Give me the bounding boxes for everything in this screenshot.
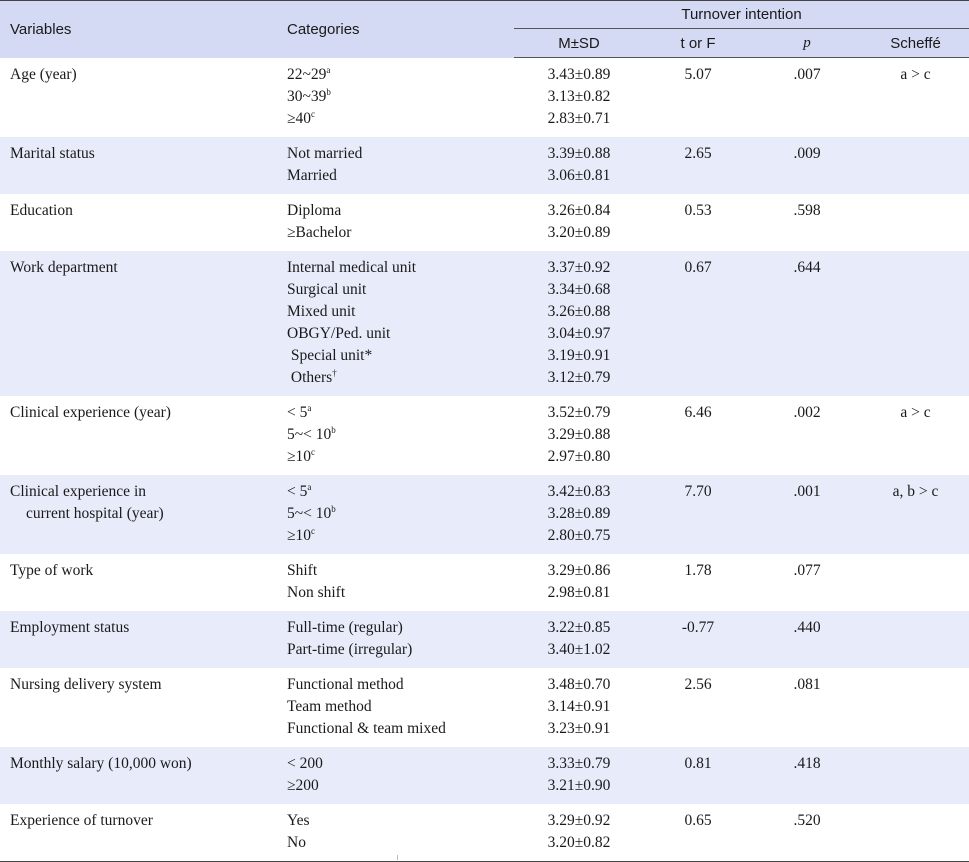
category-cell bbox=[276, 747, 514, 804]
t-or-f-cell: 0.65 bbox=[644, 804, 752, 862]
category-item bbox=[287, 323, 514, 345]
variable-label: current hospital (year) bbox=[26, 505, 164, 522]
category-label: Internal medical unit bbox=[287, 259, 417, 276]
scheffe-cell bbox=[862, 611, 969, 668]
header-turnover-intention: Turnover intention bbox=[514, 1, 969, 29]
header-p-label: p bbox=[803, 35, 811, 51]
category-cell bbox=[276, 137, 514, 194]
p-value-cell: .002 bbox=[793, 404, 821, 421]
p-value-cell: .440 bbox=[752, 611, 862, 668]
category-superscript: c bbox=[311, 526, 316, 536]
category-label: 5~< 10 bbox=[287, 505, 332, 522]
category-label: 22~29 bbox=[287, 65, 327, 83]
scheffe-cell: a > c bbox=[900, 66, 931, 83]
table-row bbox=[0, 58, 969, 138]
mean-sd-value: 3.43±0.89 bbox=[547, 66, 611, 83]
p-value-cell: .598 bbox=[793, 202, 821, 219]
variable-cell bbox=[0, 668, 276, 747]
mean-sd-cell bbox=[514, 554, 644, 611]
category-label: Yes bbox=[287, 812, 310, 829]
scheffe-cell bbox=[862, 747, 969, 804]
category-label: Non shift bbox=[287, 584, 346, 601]
category-label: < 200 bbox=[287, 755, 323, 772]
mean-sd-cell bbox=[514, 194, 644, 251]
scheffe-cell bbox=[862, 554, 969, 611]
category-label: Not married bbox=[287, 145, 363, 162]
category-item bbox=[287, 718, 514, 740]
category-item bbox=[287, 775, 514, 797]
mean-sd-value: 3.37±0.92 bbox=[547, 259, 611, 276]
category-label: < 5 bbox=[287, 404, 308, 421]
category-cell bbox=[276, 668, 514, 747]
category-item bbox=[287, 446, 514, 468]
t-or-f-cell: 0.53 bbox=[684, 202, 712, 219]
mean-sd-value: 3.14±0.91 bbox=[547, 698, 611, 715]
category-item bbox=[287, 200, 514, 222]
category-label: No bbox=[287, 834, 306, 851]
table-row bbox=[0, 747, 969, 804]
mean-sd-value: 3.26±0.84 bbox=[547, 202, 611, 219]
category-label: ≥40 bbox=[287, 109, 312, 127]
category-label: 30~39 bbox=[287, 87, 327, 105]
category-item bbox=[287, 696, 514, 718]
table-row bbox=[0, 137, 969, 194]
mean-sd-value: 2.97±0.80 bbox=[547, 448, 611, 465]
mean-sd-value: 3.39±0.88 bbox=[547, 145, 611, 162]
category-superscript: b bbox=[331, 504, 336, 514]
variable-cell bbox=[0, 251, 276, 396]
category-superscript: c bbox=[311, 447, 316, 457]
variable-cell bbox=[0, 475, 276, 554]
category-label: Mixed unit bbox=[287, 303, 356, 320]
variable-cell bbox=[0, 58, 276, 138]
category-label: Others bbox=[287, 369, 333, 386]
mean-sd-value: 3.20±0.89 bbox=[547, 224, 611, 241]
variable-label: Type of work bbox=[10, 562, 94, 579]
category-label: < 5 bbox=[287, 483, 308, 500]
category-cell bbox=[276, 251, 514, 396]
header-t-or-f: t or F bbox=[644, 29, 752, 58]
mean-sd-value: 3.29±0.86 bbox=[547, 562, 611, 579]
category-item bbox=[287, 560, 514, 582]
p-value-cell: .077 bbox=[793, 562, 821, 579]
t-or-f-cell: 6.46 bbox=[684, 404, 712, 421]
mean-sd-value: 3.26±0.88 bbox=[547, 303, 611, 320]
variable-label: Marital status bbox=[10, 145, 95, 162]
category-item bbox=[287, 301, 514, 323]
scheffe-cell bbox=[862, 251, 969, 396]
category-cell bbox=[276, 804, 514, 862]
table-row bbox=[0, 396, 969, 475]
header-variables: Variables bbox=[0, 1, 276, 58]
category-label: ≥Bachelor bbox=[287, 224, 352, 241]
variable-label: Nursing delivery system bbox=[10, 676, 162, 693]
category-item bbox=[287, 279, 514, 301]
category-label: ≥10 bbox=[287, 527, 312, 544]
category-item bbox=[287, 424, 514, 446]
variable-label: Age (year) bbox=[10, 65, 77, 83]
t-or-f-cell: 0.81 bbox=[644, 747, 752, 804]
category-label: Diploma bbox=[287, 202, 342, 219]
t-or-f-cell: 0.67 bbox=[644, 251, 752, 396]
category-item bbox=[287, 674, 514, 696]
mean-sd-value: 2.83±0.71 bbox=[547, 110, 611, 127]
mean-sd-value: 3.29±0.92 bbox=[547, 812, 611, 829]
variable-label: Clinical experience in bbox=[10, 483, 146, 500]
category-label: OBGY/Ped. unit bbox=[287, 325, 391, 342]
variable-label: Work department bbox=[10, 259, 118, 276]
category-cell bbox=[276, 396, 514, 475]
variable-label: Monthly salary (10,000 won) bbox=[10, 755, 192, 772]
category-label: Functional method bbox=[287, 676, 404, 693]
category-item bbox=[287, 617, 514, 639]
category-cell bbox=[276, 58, 514, 138]
mean-sd-value: 3.13±0.82 bbox=[547, 88, 611, 105]
category-item bbox=[287, 345, 514, 367]
category-superscript: a bbox=[326, 64, 331, 75]
category-label: Full-time (regular) bbox=[287, 619, 403, 636]
table-header bbox=[0, 1, 969, 58]
mean-sd-value: 3.06±0.81 bbox=[547, 167, 611, 184]
category-label: Team method bbox=[287, 698, 372, 715]
category-superscript: a bbox=[307, 482, 312, 492]
scheffe-cell bbox=[862, 668, 969, 747]
category-item bbox=[287, 86, 514, 108]
header-categories: Categories bbox=[276, 1, 514, 58]
category-label: Surgical unit bbox=[287, 281, 367, 298]
variable-cell bbox=[0, 747, 276, 804]
header-p-value bbox=[752, 29, 862, 58]
category-item bbox=[287, 64, 514, 86]
mean-sd-cell bbox=[514, 611, 644, 668]
category-superscript: † bbox=[332, 368, 337, 378]
category-item bbox=[287, 222, 514, 244]
mean-sd-cell bbox=[514, 396, 644, 475]
p-value-cell: .644 bbox=[752, 251, 862, 396]
category-item bbox=[287, 108, 514, 130]
category-label: ≥200 bbox=[287, 777, 319, 794]
category-superscript: c bbox=[311, 108, 316, 119]
t-or-f-cell: -0.77 bbox=[644, 611, 752, 668]
scheffe-cell: a > c bbox=[900, 404, 931, 421]
mean-sd-value: 3.40±1.02 bbox=[547, 641, 611, 658]
mean-sd-value: 3.12±0.79 bbox=[547, 369, 611, 386]
category-label: Married bbox=[287, 167, 337, 184]
category-item bbox=[287, 753, 514, 775]
scheffe-cell bbox=[862, 194, 969, 251]
variable-cell bbox=[0, 611, 276, 668]
mean-sd-value: 3.52±0.79 bbox=[547, 404, 611, 421]
category-superscript: b bbox=[326, 86, 331, 97]
category-cell bbox=[276, 611, 514, 668]
t-or-f-cell: 5.07 bbox=[684, 66, 712, 83]
variable-cell bbox=[0, 804, 276, 862]
t-or-f-cell: 2.56 bbox=[684, 676, 712, 693]
category-item bbox=[287, 165, 514, 187]
mean-sd-value: 3.33±0.79 bbox=[547, 755, 611, 772]
mean-sd-value: 3.04±0.97 bbox=[547, 325, 611, 342]
mean-sd-cell bbox=[514, 251, 644, 396]
category-cell bbox=[276, 475, 514, 554]
variable-cell bbox=[0, 554, 276, 611]
category-item bbox=[287, 525, 514, 547]
t-or-f-cell: 2.65 bbox=[644, 137, 752, 194]
header-scheffe: Scheffé bbox=[862, 29, 969, 58]
footnote-marker bbox=[397, 855, 398, 860]
table-row bbox=[0, 611, 969, 668]
category-label: Shift bbox=[287, 562, 318, 579]
p-value-cell: .418 bbox=[752, 747, 862, 804]
mean-sd-value: 2.80±0.75 bbox=[547, 527, 611, 544]
table-row bbox=[0, 251, 969, 396]
category-label: ≥10 bbox=[287, 448, 312, 465]
category-cell bbox=[276, 194, 514, 251]
mean-sd-value: 3.48±0.70 bbox=[547, 676, 611, 693]
header-msd: M±SD bbox=[514, 29, 644, 58]
category-label: Part-time (irregular) bbox=[287, 641, 413, 658]
category-label: Special unit* bbox=[287, 347, 373, 364]
mean-sd-value: 2.98±0.81 bbox=[547, 584, 611, 601]
mean-sd-cell bbox=[514, 475, 644, 554]
category-item bbox=[287, 481, 514, 503]
mean-sd-value: 3.29±0.88 bbox=[547, 426, 611, 443]
mean-sd-cell bbox=[514, 58, 644, 138]
category-item bbox=[287, 402, 514, 424]
p-value-cell: .081 bbox=[793, 676, 821, 693]
category-superscript: a bbox=[307, 403, 312, 413]
category-label: 5~< 10 bbox=[287, 426, 332, 443]
table-row bbox=[0, 194, 969, 251]
category-superscript: b bbox=[331, 425, 336, 435]
variable-cell bbox=[0, 137, 276, 194]
mean-sd-value: 3.20±0.82 bbox=[547, 834, 611, 851]
t-or-f-cell: 1.78 bbox=[684, 562, 712, 579]
mean-sd-value: 3.34±0.68 bbox=[547, 281, 611, 298]
variable-cell bbox=[0, 396, 276, 475]
table-row bbox=[0, 668, 969, 747]
mean-sd-value: 3.19±0.91 bbox=[547, 347, 611, 364]
t-or-f-cell: 7.70 bbox=[644, 475, 752, 554]
mean-sd-value: 3.21±0.90 bbox=[547, 777, 611, 794]
variable-label: Education bbox=[10, 202, 73, 219]
category-item bbox=[287, 503, 514, 525]
mean-sd-cell bbox=[514, 747, 644, 804]
category-item bbox=[287, 582, 514, 604]
scheffe-cell: a, b > c bbox=[862, 475, 969, 554]
table-row bbox=[0, 475, 969, 554]
mean-sd-value: 3.23±0.91 bbox=[547, 720, 611, 737]
mean-sd-value: 3.42±0.83 bbox=[547, 483, 611, 500]
category-item bbox=[287, 832, 514, 854]
scheffe-cell bbox=[862, 804, 969, 862]
variable-cell bbox=[0, 194, 276, 251]
mean-sd-cell bbox=[514, 137, 644, 194]
category-label: Functional & team mixed bbox=[287, 720, 446, 737]
mean-sd-value: 3.28±0.89 bbox=[547, 505, 611, 522]
p-value-cell: .007 bbox=[793, 66, 821, 83]
variable-label: Employment status bbox=[10, 619, 130, 636]
p-value-cell: .520 bbox=[752, 804, 862, 862]
variable-label: Clinical experience (year) bbox=[10, 404, 171, 421]
category-cell bbox=[276, 554, 514, 611]
mean-sd-cell bbox=[514, 804, 644, 862]
variable-label: Experience of turnover bbox=[10, 812, 153, 829]
category-item bbox=[287, 639, 514, 661]
mean-sd-cell bbox=[514, 668, 644, 747]
mean-sd-value: 3.22±0.85 bbox=[547, 619, 611, 636]
p-value-cell: .009 bbox=[752, 137, 862, 194]
table-row bbox=[0, 804, 969, 862]
category-item bbox=[287, 257, 514, 279]
category-item bbox=[287, 810, 514, 832]
category-item bbox=[287, 367, 514, 389]
p-value-cell: .001 bbox=[752, 475, 862, 554]
scheffe-cell bbox=[862, 137, 969, 194]
category-item bbox=[287, 143, 514, 165]
table-body bbox=[0, 58, 969, 862]
table-row bbox=[0, 554, 969, 611]
